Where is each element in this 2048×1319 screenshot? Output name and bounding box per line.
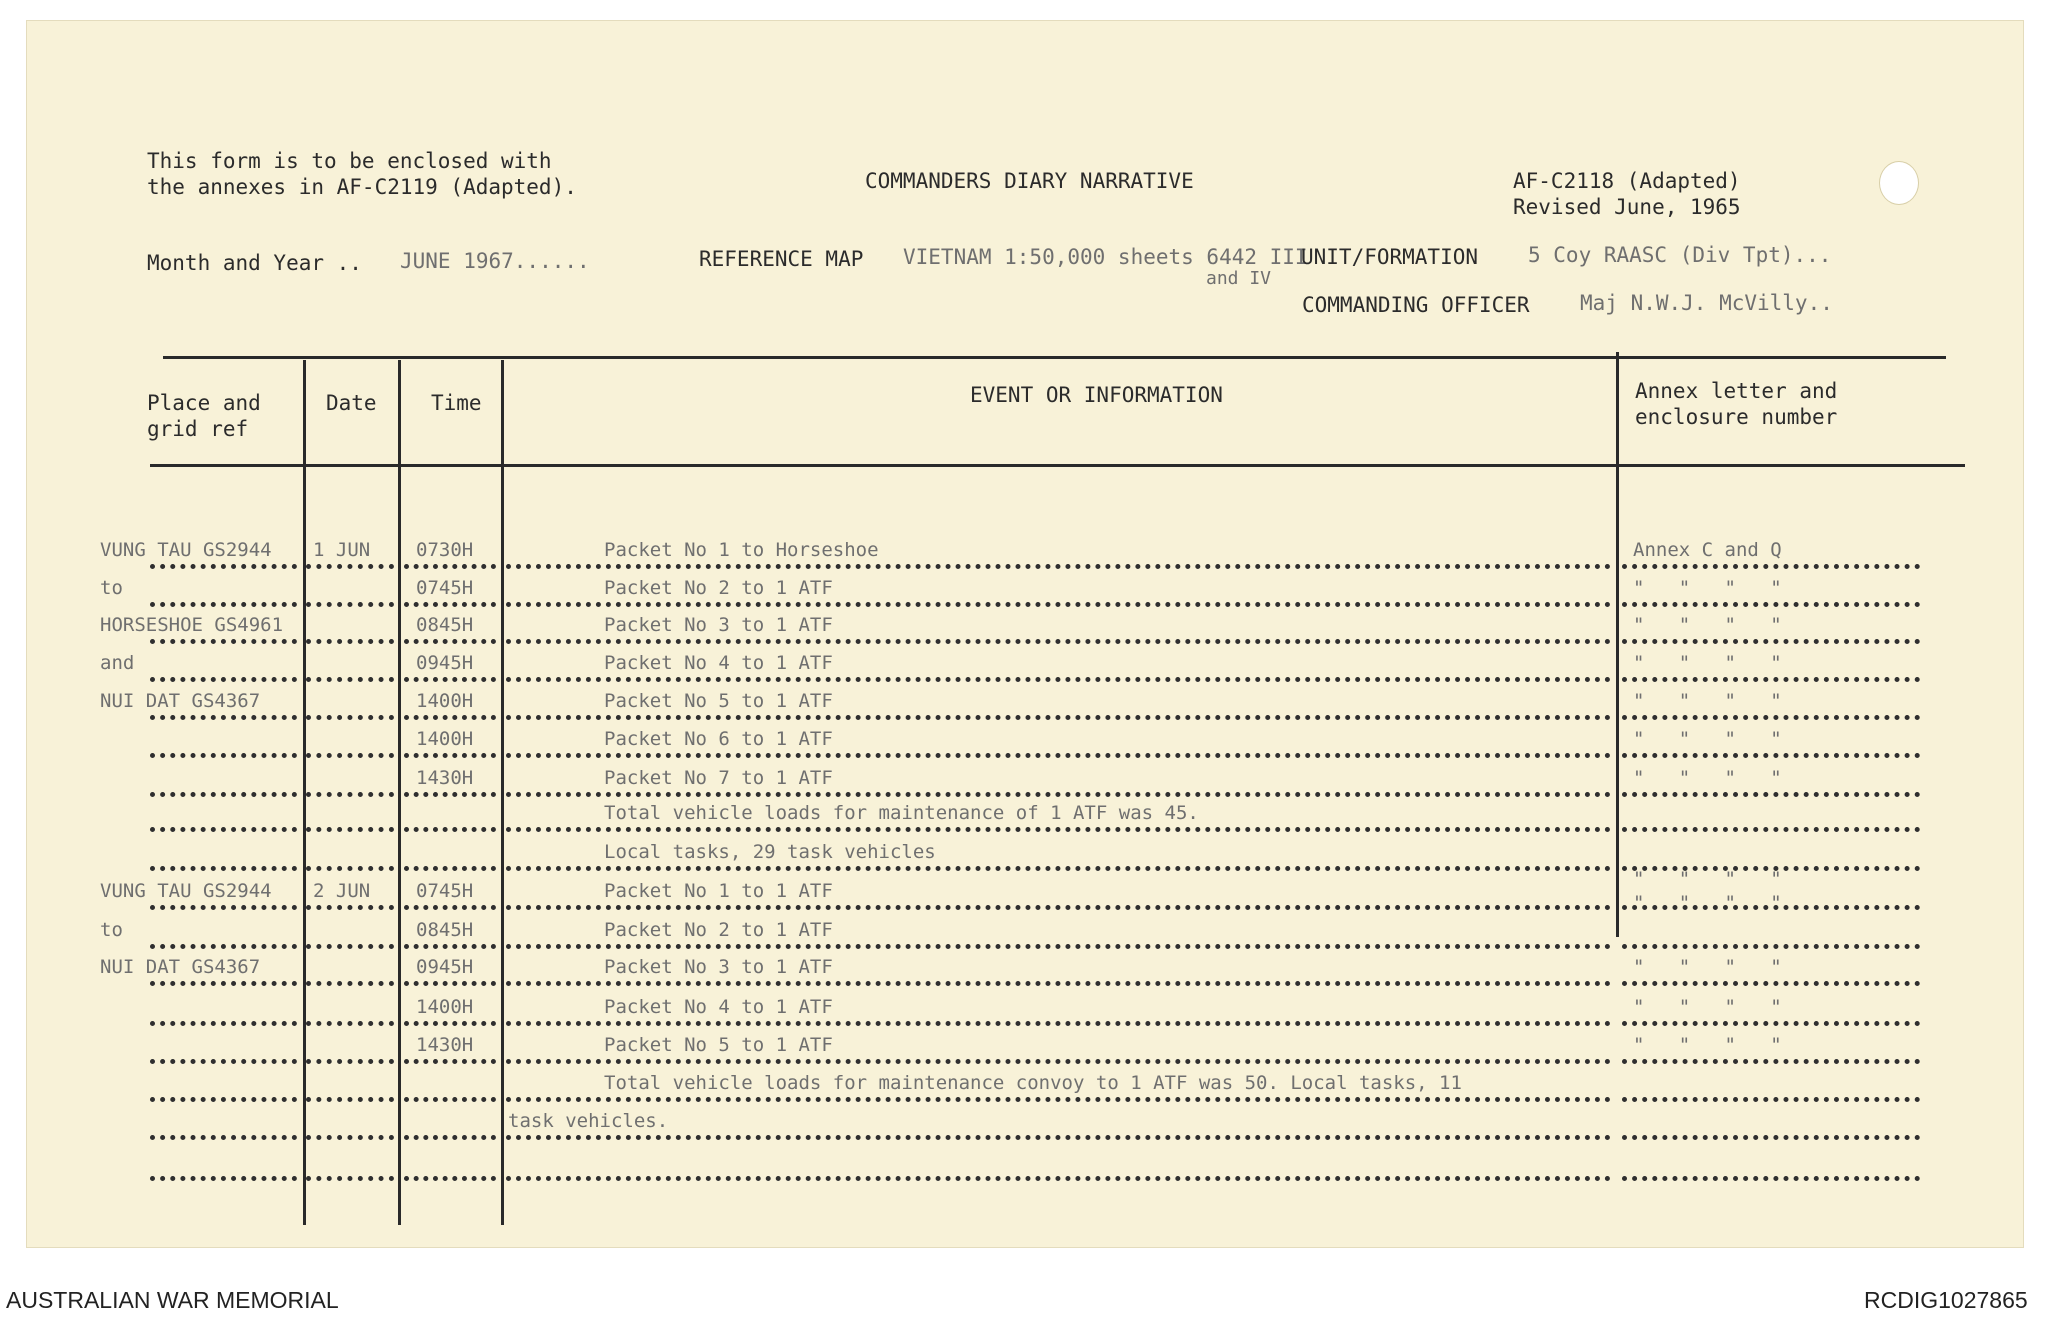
reference-map-value-2: and IV xyxy=(1206,268,1272,289)
row-annex-cell: " " " " xyxy=(1633,728,1782,750)
row-event-cell: Packet No 4 to 1 ATF xyxy=(604,652,833,674)
row-event-cell: Total vehicle loads for maintenance convoy to 1 ATF was 50. Local tasks, 11 xyxy=(604,1072,1462,1094)
dotted-leader xyxy=(306,677,394,682)
dotted-leader xyxy=(150,905,297,910)
column-header-annex: Annex letter and enclosure number xyxy=(1635,379,1838,429)
dotted-leader xyxy=(306,792,394,797)
column-header-place: Place and grid ref xyxy=(147,391,261,441)
row-place-cell: to xyxy=(100,577,123,599)
dotted-leader xyxy=(1622,602,1920,607)
row-annex-cell: Annex C and Q xyxy=(1633,539,1782,561)
dotted-leader xyxy=(150,677,297,682)
dotted-leader xyxy=(506,564,1611,569)
dotted-leader xyxy=(506,944,1611,949)
dotted-leader xyxy=(306,981,394,986)
month-year-value: JUNE 1967...... xyxy=(400,249,590,273)
row-time-cell: 1400H xyxy=(416,996,474,1018)
dotted-leader xyxy=(404,1097,496,1102)
dotted-leader xyxy=(306,639,394,644)
dotted-leader xyxy=(506,753,1611,758)
row-annex-cell: " " " " xyxy=(1633,767,1782,789)
dotted-leader xyxy=(1622,753,1920,758)
dotted-leader xyxy=(1622,981,1920,986)
enclosure-note: This form is to be enclosed with the annexes in AF-C2119 (Adapted). xyxy=(147,149,577,199)
footer-archive-name: AUSTRALIAN WAR MEMORIAL xyxy=(6,1287,339,1313)
dotted-leader xyxy=(1622,1059,1920,1064)
dotted-leader xyxy=(150,1176,297,1181)
dotted-leader xyxy=(150,1021,297,1026)
dotted-leader xyxy=(306,944,394,949)
row-time-cell: 0745H xyxy=(416,880,474,902)
dotted-leader xyxy=(404,905,496,910)
row-event-cell: Packet No 4 to 1 ATF xyxy=(604,996,833,1018)
dotted-leader xyxy=(404,866,496,871)
row-time-cell: 0730H xyxy=(416,539,474,561)
table-header-rule xyxy=(150,464,1965,467)
row-place-cell: VUNG TAU GS2944 xyxy=(100,880,272,902)
month-year-label: Month and Year .. xyxy=(147,251,362,275)
row-time-cell: 1400H xyxy=(416,728,474,750)
dotted-leader xyxy=(1622,677,1920,682)
punch-hole xyxy=(1879,161,1919,205)
unit-formation-value: 5 Coy RAASC (Div Tpt)... xyxy=(1528,243,1832,267)
row-time-cell: 0845H xyxy=(416,614,474,636)
dotted-leader xyxy=(306,1135,394,1140)
row-time-cell: 0945H xyxy=(416,956,474,978)
dotted-leader xyxy=(1622,792,1920,797)
dotted-leader xyxy=(150,1097,297,1102)
dotted-leader xyxy=(404,639,496,644)
reference-map-label: REFERENCE MAP xyxy=(699,247,864,271)
row-annex-cell: " " " " xyxy=(1633,956,1782,978)
commanding-officer-label: COMMANDING OFFICER xyxy=(1302,293,1530,317)
dotted-leader xyxy=(404,1135,496,1140)
row-place-cell: VUNG TAU GS2944 xyxy=(100,539,272,561)
dotted-leader xyxy=(1622,944,1920,949)
dotted-leader xyxy=(506,715,1611,720)
row-place-cell: HORSESHOE GS4961 xyxy=(100,614,284,636)
dotted-leader xyxy=(404,827,496,832)
dotted-leader xyxy=(404,753,496,758)
row-place-cell: NUI DAT GS4367 xyxy=(100,690,261,712)
dotted-leader xyxy=(1622,715,1920,720)
dotted-leader xyxy=(150,753,297,758)
dotted-leader xyxy=(404,1021,496,1026)
dotted-leader xyxy=(306,1059,394,1064)
unit-formation-label: UNIT/FORMATION xyxy=(1301,245,1479,269)
dotted-leader xyxy=(1622,1135,1920,1140)
dotted-leader xyxy=(306,1097,394,1102)
row-event-cell: Packet No 2 to 1 ATF xyxy=(604,919,833,941)
column-divider-event xyxy=(501,360,504,1225)
row-event-cell: Packet No 6 to 1 ATF xyxy=(604,728,833,750)
dotted-leader xyxy=(306,564,394,569)
dotted-leader xyxy=(404,981,496,986)
row-event-cell: Packet No 1 to 1 ATF xyxy=(604,880,833,902)
row-time-cell: 1400H xyxy=(416,690,474,712)
dotted-leader xyxy=(506,677,1611,682)
dotted-leader xyxy=(306,715,394,720)
row-annex-cell: " " " " " " " " xyxy=(1633,868,1782,914)
dotted-leader xyxy=(506,827,1611,832)
dotted-leader xyxy=(306,602,394,607)
dotted-leader xyxy=(506,602,1611,607)
row-time-cell: 0745H xyxy=(416,577,474,599)
dotted-leader xyxy=(306,753,394,758)
dotted-leader xyxy=(150,792,297,797)
dotted-leader xyxy=(506,1059,1611,1064)
column-header-time: Time xyxy=(431,391,482,415)
dotted-leader xyxy=(1622,1097,1920,1102)
dotted-leader xyxy=(150,1059,297,1064)
row-date-cell: 1 JUN xyxy=(313,539,371,561)
row-event-cell: task vehicles. xyxy=(508,1110,669,1132)
dotted-leader xyxy=(506,981,1611,986)
row-event-cell: Packet No 7 to 1 ATF xyxy=(604,767,833,789)
row-place-cell: NUI DAT GS4367 xyxy=(100,956,261,978)
row-event-cell: Packet No 3 to 1 ATF xyxy=(604,614,833,636)
dotted-leader xyxy=(404,1176,496,1181)
row-annex-cell: " " " " xyxy=(1633,652,1782,674)
row-place-cell: to xyxy=(100,919,123,941)
row-time-cell: 0845H xyxy=(416,919,474,941)
dotted-leader xyxy=(1622,564,1920,569)
dotted-leader xyxy=(150,1135,297,1140)
dotted-leader xyxy=(150,602,297,607)
dotted-leader xyxy=(1622,827,1920,832)
row-annex-cell: " " " " xyxy=(1633,1034,1782,1056)
column-header-event: EVENT OR INFORMATION xyxy=(970,383,1223,407)
row-time-cell: 1430H xyxy=(416,767,474,789)
dotted-leader xyxy=(506,1176,1611,1181)
row-event-cell: Packet No 1 to Horseshoe xyxy=(604,539,879,561)
reference-map-value: VIETNAM 1:50,000 sheets 6442 III xyxy=(903,245,1308,269)
dotted-leader xyxy=(506,792,1611,797)
dotted-leader xyxy=(506,1135,1611,1140)
dotted-leader xyxy=(506,866,1611,871)
dotted-leader xyxy=(306,866,394,871)
column-header-date: Date xyxy=(326,391,377,415)
dotted-leader xyxy=(150,981,297,986)
footer-record-id: RCDIG1027865 xyxy=(1864,1287,2028,1313)
row-annex-cell: " " " " xyxy=(1633,614,1782,636)
dotted-leader xyxy=(1622,1176,1920,1181)
row-date-cell: 2 JUN xyxy=(313,880,371,902)
commanding-officer-value: Maj N.W.J. McVilly.. xyxy=(1580,291,1833,315)
row-event-cell: Packet No 3 to 1 ATF xyxy=(604,956,833,978)
row-place-cell: and xyxy=(100,652,135,674)
dotted-leader xyxy=(306,905,394,910)
dotted-leader xyxy=(506,905,1611,910)
dotted-leader xyxy=(150,639,297,644)
table-top-rule xyxy=(163,356,1946,359)
dotted-leader xyxy=(150,866,297,871)
dotted-leader xyxy=(506,639,1611,644)
row-time-cell: 1430H xyxy=(416,1034,474,1056)
dotted-leader xyxy=(150,564,297,569)
dotted-leader xyxy=(306,827,394,832)
dotted-leader xyxy=(1622,1021,1920,1026)
dotted-leader xyxy=(404,564,496,569)
page-title: COMMANDERS DIARY NARRATIVE xyxy=(865,169,1194,193)
dotted-leader xyxy=(404,677,496,682)
row-event-cell: Packet No 2 to 1 ATF xyxy=(604,577,833,599)
dotted-leader xyxy=(306,1176,394,1181)
dotted-leader xyxy=(150,715,297,720)
row-annex-cell: " " " " xyxy=(1633,577,1782,599)
row-event-cell: Local tasks, 29 task vehicles xyxy=(604,841,936,863)
column-divider-time xyxy=(398,360,401,1225)
dotted-leader xyxy=(404,792,496,797)
dotted-leader xyxy=(506,1097,1611,1102)
dotted-leader xyxy=(150,944,297,949)
dotted-leader xyxy=(404,715,496,720)
dotted-leader xyxy=(404,944,496,949)
dotted-leader xyxy=(404,1059,496,1064)
dotted-leader xyxy=(404,602,496,607)
form-id: AF-C2118 (Adapted) Revised June, 1965 xyxy=(1513,169,1741,219)
row-event-cell: Total vehicle loads for maintenance of 1 ATF was 45. xyxy=(604,802,1199,824)
row-annex-cell: " " " " xyxy=(1633,690,1782,712)
row-event-cell: Packet No 5 to 1 ATF xyxy=(604,690,833,712)
row-annex-cell: " " " " xyxy=(1633,996,1782,1018)
dotted-leader xyxy=(506,1021,1611,1026)
dotted-leader xyxy=(150,827,297,832)
row-time-cell: 0945H xyxy=(416,652,474,674)
column-divider-annex xyxy=(1616,352,1619,937)
dotted-leader xyxy=(1622,639,1920,644)
dotted-leader xyxy=(306,1021,394,1026)
row-event-cell: Packet No 5 to 1 ATF xyxy=(604,1034,833,1056)
